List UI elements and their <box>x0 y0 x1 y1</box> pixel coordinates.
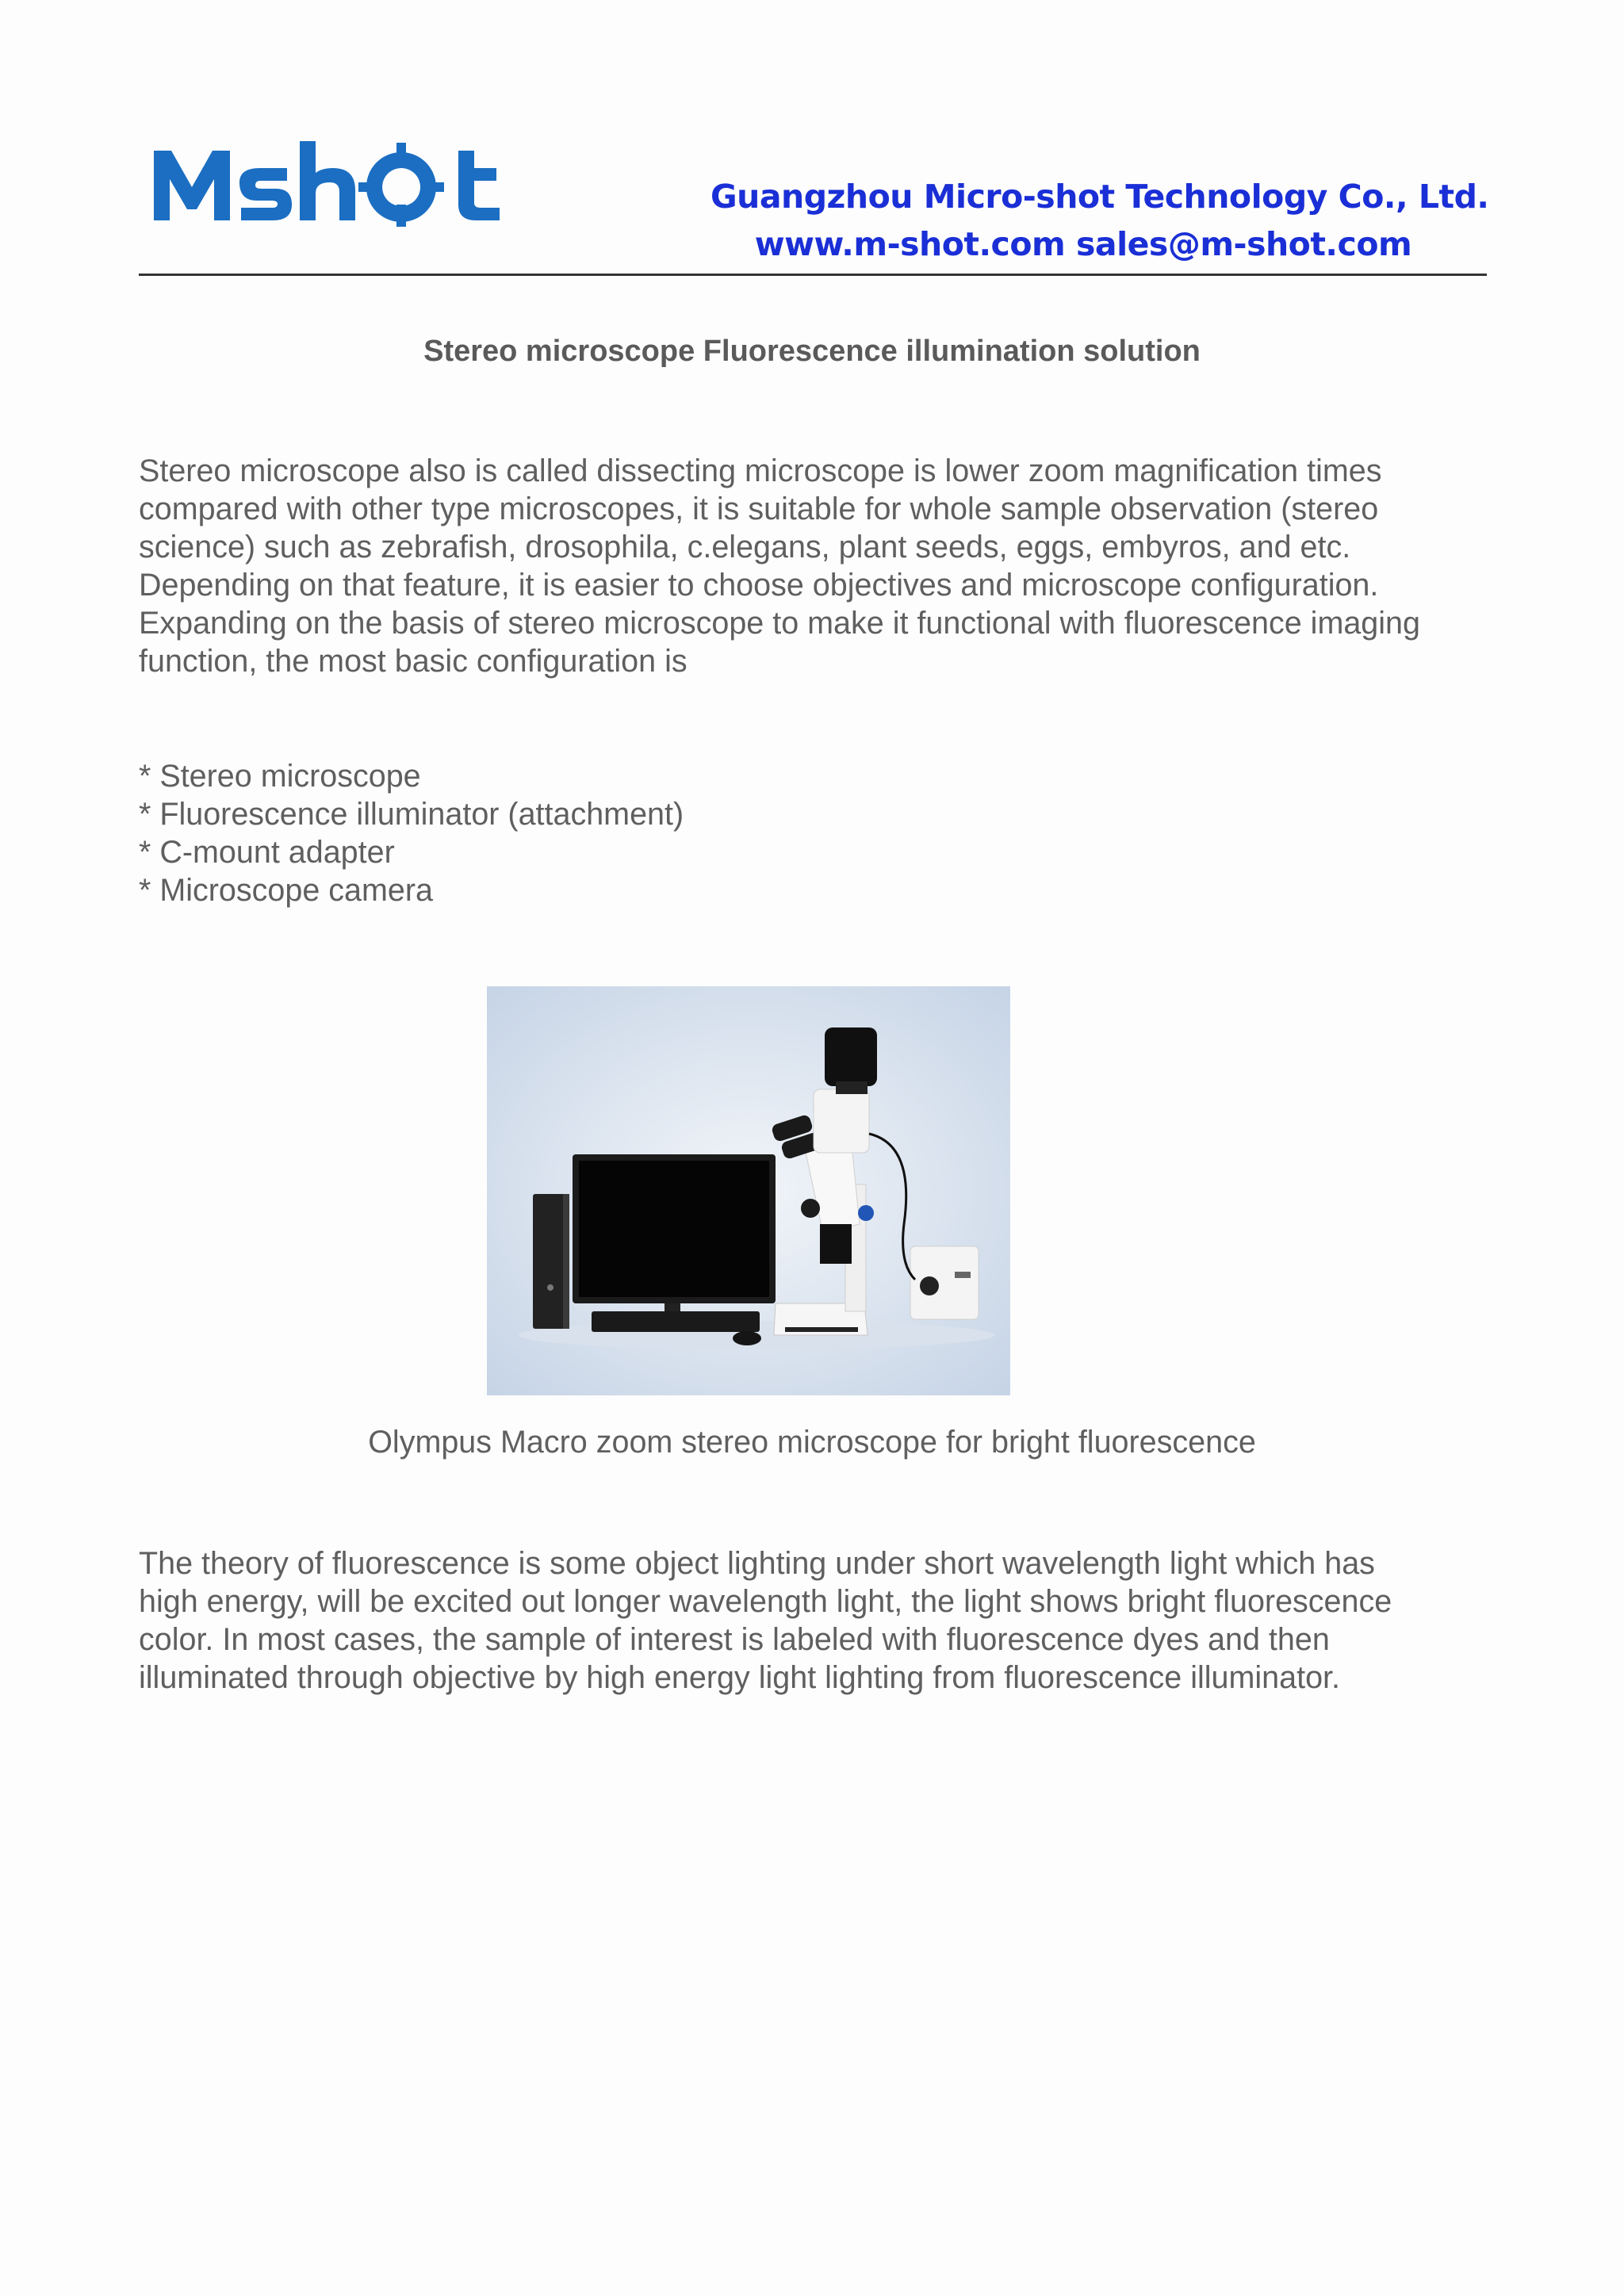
intro-line: function, the most basic configuration is <box>139 644 688 679</box>
intro-line: science) such as zebrafish, drosophila, c.elegans, plant seeds, eggs, embyros, and etc. <box>139 530 1351 564</box>
theory-line: The theory of fluorescence is some object lighting under short wavelength light which has <box>139 1546 1375 1581</box>
config-list <box>139 757 684 909</box>
theory-line: illuminated through objective by high energy light lighting from fluorescence illuminator. <box>139 1660 1341 1695</box>
theory-paragraph <box>139 1544 1503 1697</box>
header-divider <box>139 274 1487 276</box>
intro-line: Depending on that feature, it is easier to choose objectives and microscope configuration. <box>139 568 1379 603</box>
theory-line: high energy, will be excited out longer wavelength light, the light shows bright fluorescence <box>139 1584 1392 1619</box>
microscope-system-photo <box>487 986 1010 1395</box>
list-item: * Fluorescence illuminator (attachment) <box>139 797 684 832</box>
document-title: Stereo microscope Fluorescence illumination solution <box>423 335 1201 368</box>
list-item: * C-mount adapter <box>139 835 395 870</box>
company-name: Guangzhou Micro-shot Technology Co., Ltd. <box>710 178 1489 216</box>
company-contact: www.m-shot.com sales@m-shot.com <box>754 225 1412 263</box>
list-item: * Microscope camera <box>139 873 433 908</box>
theory-line: color. In most cases, the sample of interest is labeled with fluorescence dyes and then <box>139 1622 1330 1657</box>
intro-line: Expanding on the basis of stereo microscope to make it functional with fluorescence imaging <box>139 606 1420 641</box>
intro-line: compared with other type microscopes, it is suitable for whole sample observation (stereo <box>139 492 1379 526</box>
intro-line: Stereo microscope also is called dissecting microscope is lower zoom magnification times <box>139 453 1382 488</box>
figure-caption: Olympus Macro zoom stereo microscope for bright fluorescence <box>368 1425 1256 1460</box>
intro-paragraph <box>139 452 1503 680</box>
company-info <box>687 173 1489 268</box>
mshot-logo <box>151 141 531 228</box>
list-item: * Stereo microscope <box>139 759 421 794</box>
